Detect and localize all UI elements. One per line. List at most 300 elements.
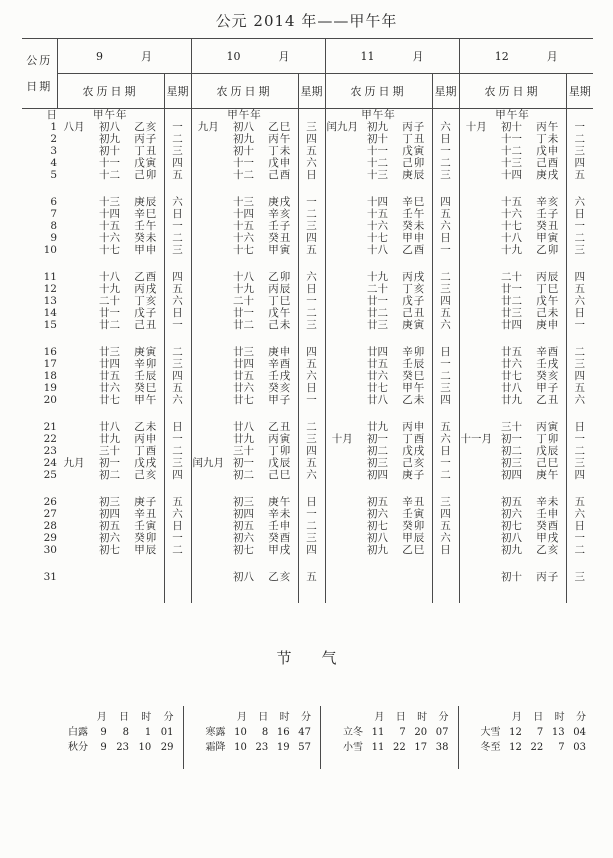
lunar-day: 廿八: [501, 382, 522, 394]
solar-term-value: 16: [276, 727, 290, 738]
lunar-day: 十二: [233, 169, 254, 181]
lunar-day: 初八: [367, 532, 388, 544]
ganzhi-day: 辛亥: [268, 208, 292, 220]
weekday: 日: [566, 307, 593, 319]
weekday: 二: [164, 331, 191, 358]
calendar-row: [22, 169, 593, 181]
lunar-day: 十八: [367, 244, 388, 256]
month-unit: 月: [412, 50, 424, 63]
ganzhi-day: 丁未: [536, 133, 560, 145]
calendar-row: [22, 406, 593, 433]
weekday: 三: [432, 283, 459, 295]
lunar-month-label: [191, 358, 225, 370]
lunar-month-label: 十月: [331, 433, 353, 445]
solar-term-table: [192, 710, 317, 755]
lunar-month-label: [325, 307, 359, 319]
lunar-month-label: [325, 532, 359, 544]
gregorian-day: 28: [43, 520, 57, 532]
lunar-month-label: [459, 169, 493, 181]
ganzhi-day: 庚辰: [402, 169, 426, 181]
weekday: 三: [164, 358, 191, 370]
solar-term-name: 立冬: [343, 727, 363, 738]
weekday: 三: [566, 457, 593, 469]
solar-term-group: [320, 706, 458, 769]
lunar-month-label: [191, 445, 225, 457]
lunar-month-label: [459, 331, 493, 358]
weekday: 四: [566, 256, 593, 283]
gregorian-day: 10: [43, 244, 57, 256]
ganzhi-day: 乙卯: [268, 271, 292, 283]
weekday: 二: [298, 520, 325, 532]
lunar-month-label: [459, 469, 493, 481]
solar-term-value: 29: [160, 742, 174, 753]
lunar-month-label: [191, 469, 225, 481]
weekday: [164, 556, 191, 603]
lunar-month-label: [325, 244, 359, 256]
calendar-header: [22, 39, 593, 109]
calendar-row: [22, 307, 593, 319]
solar-term-value: 9: [100, 727, 107, 738]
lunar-month-label: [191, 295, 225, 307]
weekday: 六: [432, 433, 459, 445]
ganzhi-day: 戊寅: [134, 157, 158, 169]
lunar-day: 十九: [99, 283, 120, 295]
lunar-day: 十四: [99, 208, 120, 220]
weekday: 三: [164, 145, 191, 157]
term-column-header: 分: [163, 712, 174, 723]
lunar-day: 廿九: [99, 433, 120, 445]
ganzhi-day: 癸酉: [536, 520, 560, 532]
ganzhi-day: 甲申: [134, 244, 158, 256]
ganzhi-day: 丁巳: [268, 295, 292, 307]
lunar-day: 十二: [501, 145, 522, 157]
lunar-month-label: [57, 445, 91, 457]
ganzhi-day: 辛丑: [402, 496, 426, 508]
lunar-day: 三十: [233, 445, 254, 457]
weekday: 三: [298, 532, 325, 544]
lunar-day: 廿二: [99, 319, 120, 331]
calendar-row: [22, 133, 593, 145]
lunar-day: 廿三: [367, 319, 388, 331]
solar-term-value: 8: [261, 727, 269, 738]
weekday-cell: [298, 109, 325, 122]
lunar-day: 初四: [367, 469, 388, 481]
weekday: 五: [432, 208, 459, 220]
gregorian-day: 21: [43, 421, 57, 433]
ganzhi-day: 丙申: [134, 433, 158, 445]
lunar-month-label: [57, 295, 91, 307]
ganzhi-day: 辛巳: [402, 196, 426, 208]
gregorian-day: 27: [43, 508, 57, 520]
weekday: 六: [164, 295, 191, 307]
weekday: 二: [566, 544, 593, 556]
ganzhi-day: 甲辰: [402, 532, 426, 544]
lunar-month-label: [325, 256, 359, 283]
calendar-row: [22, 181, 593, 208]
lunar-month-label: [459, 157, 493, 169]
solar-terms-title: 节 气: [276, 649, 337, 667]
gregorian-day: 11: [43, 271, 57, 283]
weekday: 三: [432, 382, 459, 394]
weekday: 六: [298, 469, 325, 481]
solar-term-value: 23: [255, 742, 269, 753]
lunar-day: 廿一: [99, 307, 120, 319]
weekday: 日: [164, 307, 191, 319]
ganzhi-day: 癸丑: [536, 220, 560, 232]
solar-term-value: 1: [144, 727, 152, 738]
lunar-month-label: 闰九月: [192, 457, 224, 469]
lunar-date-header: 农历日期: [191, 74, 298, 109]
solar-term-name: 秋分: [68, 742, 88, 753]
weekday: 二: [566, 133, 593, 145]
lunar-day: 十四: [501, 169, 522, 181]
weekday: 六: [164, 508, 191, 520]
lunar-day: 廿九: [367, 421, 388, 433]
gregorian-day: 17: [43, 358, 57, 370]
solar-term-name: 小雪: [343, 742, 363, 753]
weekday: 五: [164, 481, 191, 508]
ganzhi-day: 己丑: [134, 319, 158, 331]
lunar-day: 廿八: [367, 394, 388, 406]
weekday-header: 星期: [164, 74, 191, 109]
ganzhi-day: 壬子: [536, 208, 560, 220]
ganzhi-day: 戊子: [134, 307, 158, 319]
weekday: 五: [164, 382, 191, 394]
solar-term-row: [467, 725, 592, 740]
ganzhi-day: 甲戌: [268, 544, 292, 556]
lunar-month-label: [57, 394, 91, 406]
weekday: 日: [164, 406, 191, 433]
weekday: 六: [566, 508, 593, 520]
ganzhi-day: 丁未: [268, 145, 292, 157]
gregorian-day: 30: [43, 544, 57, 556]
lunar-day: 初二: [233, 469, 254, 481]
ganzhi-day: 癸未: [134, 232, 158, 244]
gregorian-day: 9: [50, 232, 57, 244]
solar-term-table: [329, 710, 454, 755]
weekday: 五: [432, 406, 459, 433]
gregorian-day: 2: [50, 133, 57, 145]
lunar-day: 初五: [233, 520, 254, 532]
lunar-month-label: [459, 520, 493, 532]
term-column-header: 时: [141, 712, 152, 723]
calendar-row: [22, 244, 593, 256]
weekday: 二: [298, 406, 325, 433]
weekday-cell: [566, 109, 593, 122]
ganzhi-day: [128, 556, 164, 603]
lunar-day: 三十: [99, 445, 120, 457]
lunar-day: 廿五: [99, 370, 120, 382]
solar-term-value: 12: [509, 742, 522, 753]
ganzhi-day: 甲午: [402, 382, 426, 394]
ganzhi-day: 乙卯: [536, 244, 560, 256]
weekday: 四: [432, 181, 459, 208]
lunar-month-label: [57, 520, 91, 532]
ganzhi-day: 己亥: [402, 457, 426, 469]
solar-term-value: 11: [371, 742, 385, 753]
lunar-day: 廿四: [367, 346, 388, 358]
ganzhi-day: 癸酉: [268, 532, 292, 544]
calendar-row: [22, 319, 593, 331]
ganzhi-day: 己巳: [536, 457, 560, 469]
ganzhi-day: 戊午: [268, 307, 292, 319]
lunar-day: 廿四: [233, 358, 254, 370]
lunar-day: 初五: [367, 496, 388, 508]
weekday: 六: [298, 256, 325, 283]
lunar-month-label: [191, 307, 225, 319]
weekday: 一: [566, 319, 593, 331]
ganzhi-day: 甲子: [268, 394, 292, 406]
ganzhi-day: 乙巳: [402, 544, 426, 556]
weekday: 三: [566, 556, 593, 603]
lunar-month-label: [325, 481, 359, 508]
ganzhi-day: 戊辰: [268, 457, 292, 469]
ganzhi-day: 戊申: [268, 157, 292, 169]
gregorian-day: 3: [50, 145, 57, 157]
lunar-day: 初五: [99, 520, 120, 532]
weekday: 一: [432, 145, 459, 157]
lunar-month-label: [325, 469, 359, 481]
lunar-month-label: [191, 394, 225, 406]
solar-term-table: [467, 710, 592, 755]
lunar-day: 初三: [99, 496, 120, 508]
lunar-day: 初一: [233, 457, 254, 469]
weekday: 三: [432, 481, 459, 508]
calendar-row: [22, 295, 593, 307]
lunar-day: 十七: [501, 220, 522, 232]
ganzhi-day: 癸亥: [268, 382, 292, 394]
ganzhi-day: 丙辰: [536, 271, 560, 283]
ganzhi-day: 辛酉: [536, 346, 560, 358]
lunar-month-label: [191, 133, 225, 145]
lunar-month-label: [459, 295, 493, 307]
lunar-month-label: [191, 556, 225, 603]
gregorian-day: 19: [43, 382, 57, 394]
lunar-month-label: [325, 181, 359, 208]
ganzhi-day: 壬辰: [134, 370, 158, 382]
lunar-day: 廿二: [367, 307, 388, 319]
weekday: 一: [298, 394, 325, 406]
calendar-row: [22, 256, 593, 283]
term-name-header: [467, 710, 506, 725]
lunar-month-label: [57, 433, 91, 445]
ganzhi-day: 辛未: [536, 496, 560, 508]
lunar-month-label: [459, 145, 493, 157]
calendar-row: [22, 445, 593, 457]
lunar-day: 廿七: [367, 382, 388, 394]
lunar-month-label: [57, 133, 91, 145]
lunar-day: 二十: [367, 283, 388, 295]
lunar-month-label: [325, 370, 359, 382]
ganzhi-day: 丙戌: [134, 283, 158, 295]
lunar-day: 十五: [99, 220, 120, 232]
weekday: 五: [298, 556, 325, 603]
weekday-cell: [432, 109, 459, 122]
lunar-month-label: [191, 544, 225, 556]
solar-term-row: [329, 740, 454, 755]
lunar-month-label: [459, 532, 493, 544]
weekday: 日: [298, 481, 325, 508]
ganzhi-day: 丁卯: [536, 433, 560, 445]
ganzhi-day: 戊辰: [536, 445, 560, 457]
ganzhi-day: 乙亥: [268, 571, 292, 583]
weekday: 二: [432, 256, 459, 283]
gregorian-day: 23: [43, 445, 57, 457]
weekday: 四: [566, 370, 593, 382]
lunar-date-header: 农历日期: [459, 74, 566, 109]
calendar-row: [22, 556, 593, 603]
solar-term-value: 38: [435, 742, 449, 753]
lunar-month-label: [325, 406, 359, 433]
weekday: 日: [432, 445, 459, 457]
term-column-header: 月: [511, 712, 522, 723]
solar-term-value: 7: [399, 727, 406, 738]
weekday: 五: [164, 169, 191, 181]
lunar-day: 初十: [367, 133, 388, 145]
weekday: 日: [432, 133, 459, 145]
lunar-month-label: [459, 319, 493, 331]
solar-term-value: 10: [234, 742, 247, 753]
weekday: 五: [432, 307, 459, 319]
gregorian-day: 24: [43, 457, 57, 469]
term-column-header: 日: [119, 712, 130, 723]
year-label: 甲午年: [93, 109, 128, 121]
ganzhi-day: 庚午: [268, 496, 292, 508]
ganzhi-day: 癸丑: [268, 232, 292, 244]
weekday: 六: [164, 394, 191, 406]
weekday: 一: [432, 244, 459, 256]
ganzhi-day: 己丑: [402, 307, 426, 319]
ganzhi-day: 壬午: [402, 208, 426, 220]
lunar-month-label: [191, 370, 225, 382]
solar-term-header-row: [467, 710, 592, 725]
ganzhi-day: 己巳: [268, 469, 292, 481]
year-row: [22, 109, 593, 122]
ganzhi-day: 甲申: [402, 232, 426, 244]
lunar-day: 廿七: [501, 370, 522, 382]
calendar-row: [22, 232, 593, 244]
lunar-month-label: 十一月: [460, 433, 492, 445]
lunar-day: 初二: [367, 445, 388, 457]
lunar-month-label: [325, 169, 359, 181]
lunar-month-label: [191, 283, 225, 295]
month-header-10: [191, 39, 325, 74]
lunar-day: 初七: [233, 544, 254, 556]
term-column-header: 日: [395, 712, 406, 723]
weekday: 二: [298, 307, 325, 319]
lunar-month-label: [459, 508, 493, 520]
gregorian-day: 31: [43, 571, 57, 583]
gregorian-day: 1: [50, 121, 57, 133]
lunar-day: 初十: [99, 145, 120, 157]
weekday: 一: [298, 508, 325, 520]
lunar-month-label: [459, 481, 493, 508]
ganzhi-day: 己卯: [402, 157, 426, 169]
lunar-month-label: [57, 244, 91, 256]
solar-term-value: 10: [234, 727, 247, 738]
calendar-row: [22, 220, 593, 232]
lunar-month-label: [325, 295, 359, 307]
ganzhi-day: 丙子: [536, 571, 560, 583]
ganzhi-day: 丙子: [402, 121, 426, 133]
lunar-month-label: 九月: [197, 121, 219, 133]
lunar-month-label: [459, 283, 493, 295]
solar-terms-section: [22, 706, 595, 769]
lunar-month-label: [57, 544, 91, 556]
weekday: 五: [164, 283, 191, 295]
lunar-month-label: [325, 358, 359, 370]
ganzhi-day: 丙寅: [536, 421, 560, 433]
weekday: 五: [566, 169, 593, 181]
solar-term-value: 23: [116, 742, 130, 753]
ganzhi-day: 丙戌: [402, 271, 426, 283]
gregorian-day: 7: [50, 208, 57, 220]
ganzhi-day: 辛丑: [134, 508, 158, 520]
lunar-month-label: [325, 394, 359, 406]
lunar-date-header: 农历日期: [57, 74, 164, 109]
solar-term-group: [183, 706, 321, 769]
weekday: 二: [432, 469, 459, 481]
lunar-day: 廿三: [501, 307, 522, 319]
term-column-header: 日: [258, 712, 269, 723]
ganzhi-day: 丙寅: [268, 433, 292, 445]
year-label: 甲午年: [361, 109, 396, 121]
weekday: 日: [298, 169, 325, 181]
lunar-month-label: [459, 406, 493, 433]
lunar-day: 十一: [99, 157, 120, 169]
month-number: 10: [226, 49, 241, 63]
lunar-day: 廿八: [233, 421, 254, 433]
term-name-header: [329, 710, 368, 725]
calendar-row: [22, 370, 593, 382]
calendar-row: [22, 358, 593, 370]
lunar-day: 初一: [367, 433, 388, 445]
lunar-month-label: [459, 544, 493, 556]
ganzhi-day: 己亥: [134, 469, 158, 481]
weekday: 四: [298, 331, 325, 358]
weekday: 二: [566, 232, 593, 244]
weekday: 日: [164, 208, 191, 220]
lunar-day: 初四: [233, 508, 254, 520]
lunar-day: 廿三: [99, 346, 120, 358]
lunar-month-label: [57, 181, 91, 208]
calendar-body: [22, 109, 593, 604]
lunar-day: 初六: [367, 508, 388, 520]
term-column-header: 时: [554, 712, 565, 723]
lunar-day: 十九: [233, 283, 254, 295]
calendar-table: [22, 38, 593, 603]
ganzhi-day: 丁酉: [402, 433, 426, 445]
ganzhi-day: 辛巳: [134, 208, 158, 220]
lunar-month-label: [191, 208, 225, 220]
ganzhi-day: 丁亥: [402, 283, 426, 295]
lunar-day: 初一: [99, 457, 120, 469]
ganzhi-day: 庚辰: [134, 196, 158, 208]
lunar-month-label: [57, 283, 91, 295]
lunar-month-label: [459, 457, 493, 469]
ganzhi-day: 乙亥: [536, 544, 560, 556]
lunar-month-label: [325, 145, 359, 157]
ganzhi-day: 癸亥: [536, 370, 560, 382]
lunar-day: 二十: [501, 271, 522, 283]
solar-term-table: [54, 710, 179, 755]
solar-term-group: [458, 706, 596, 769]
lunar-month-label: [57, 157, 91, 169]
lunar-day: 廿九: [233, 433, 254, 445]
calendar-row: [22, 145, 593, 157]
weekday: 一: [164, 433, 191, 445]
lunar-month-label: [57, 232, 91, 244]
